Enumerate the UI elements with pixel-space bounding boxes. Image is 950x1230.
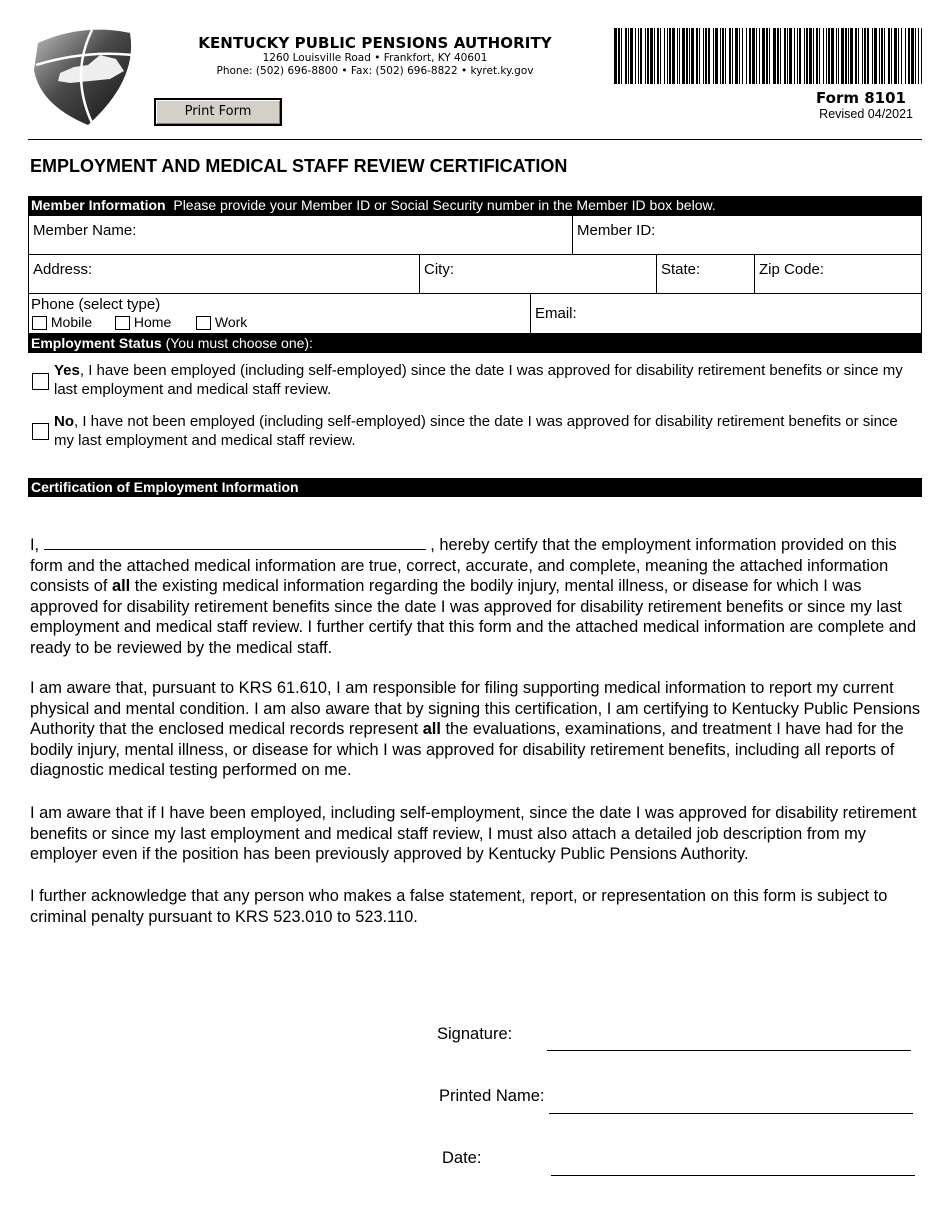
barcode-bar [664,28,665,84]
date-label: Date: [442,1149,482,1167]
employment-status-heading: Employment Status [31,335,162,351]
barcode-bar [794,28,795,84]
barcode-bar [891,28,892,84]
barcode-bar [699,28,700,84]
state-label: State: [661,261,701,278]
barcode-bar [628,28,629,84]
organization-block [170,34,580,78]
barcode-bar [872,28,873,84]
barcode-bar [828,28,830,84]
barcode-bar [647,28,649,84]
barcode-bar [677,28,678,84]
home-label: Home [133,314,172,330]
barcode-bar [888,28,890,84]
header-divider [28,139,922,140]
barcode-bar [759,28,760,84]
member-id-label: Member ID: [577,222,656,239]
signature-label: Signature: [437,1025,513,1043]
barcode-bar [667,28,668,84]
certification-p2-text-a: I am aware that, pursuant to KRS 61.610, I am responsible for filing supporting medical information to report my current physical and mental condition. I am also aware that by signing this certification, I am certifying to Kentucky Public Pensions Authority that the enclosed medical records represent [30,679,921,738]
barcode-bar [735,28,738,84]
signature-line[interactable] [547,1050,911,1051]
barcode-bar [722,28,724,84]
barcode-bar [732,28,733,84]
barcode-bar [713,28,714,84]
barcode-bar [703,28,704,84]
barcode-bar [809,28,812,84]
barcode-bar [618,28,620,84]
barcode-bar [691,28,694,84]
barcode-bar [799,28,801,84]
form-number: Form 8101 [816,89,906,107]
employment-no-option[interactable] [30,412,920,450]
barcode-bar [739,28,740,84]
member-info-instruction: Please provide your Member ID or Social Security number in the Member ID box below. [173,197,716,213]
email-field[interactable] [530,293,922,334]
barcode-bar [826,28,827,84]
printed-name-label: Printed Name: [439,1087,545,1105]
certifier-name-blank[interactable] [44,535,426,550]
barcode-bar [742,28,743,84]
barcode-bar [756,28,757,84]
yes-statement: , I have been employed (including self-employed) since the date I was approved for disability retirement benefits or since my last employment and medical staff review. [54,362,903,398]
email-label: Email: [535,305,577,322]
barcode-bar [879,28,880,84]
mobile-label: Mobile [50,314,93,330]
certification-i: I, [30,536,40,554]
certification-paragraph-1 [30,535,922,658]
city-field[interactable] [419,254,657,294]
barcode-bar [855,28,857,84]
barcode-bar [672,28,675,84]
certification-paragraph-4: I further acknowledge that any person who makes a false statement, report, or representation on this form is subject to criminal penalty pursuant to KRS 523.010 to 523.110. [30,887,888,926]
barcode-bar [823,28,824,84]
barcode-bar [911,28,914,84]
barcode-bar [894,28,897,84]
barcode-bar [752,28,755,84]
organization-contact: Phone: (502) 696-8800 • Fax: (502) 696-8822 • kyret.ky.gov [216,65,534,77]
barcode-bar [848,28,849,84]
member-info-heading: Member Information [31,197,166,213]
organization-address: 1260 Louisville Road • Frankfort, KY 40601 [262,52,488,64]
barcode-bar [901,28,902,84]
barcode-bar [884,28,885,84]
no-statement: , I have not been employed (including self-employed) since the date I was approved for disability retirement benefits or since my last employment and medical staff review. [54,413,898,449]
member-info-header [28,196,922,215]
barcode-bar [621,28,622,84]
certification-p2-text-b: the evaluations, examinations, and treatment I have had for the bodily injury, mental illness, or disease for which I was approved for disability retirement benefits, including all reports of diagnostic medical testing performed on me. [30,720,904,779]
barcode-bar [787,28,788,84]
barcode-bar [654,28,655,84]
employment-yes-option[interactable] [30,361,920,399]
certification-header [28,478,922,497]
barcode-bar [715,28,718,84]
printed-name-line[interactable] [549,1113,913,1114]
barcode-bar [769,28,770,84]
zip-code-label: Zip Code: [759,261,825,278]
organization-name: KENTUCKY PUBLIC PENSIONS AUTHORITY [198,34,552,52]
barcode-bar [816,28,818,84]
barcode-bar [650,28,653,84]
barcode-bar [862,28,863,84]
work-label: Work [214,314,248,330]
barcode-bar [850,28,853,84]
barcode-bar [746,28,747,84]
barcode-bar [630,28,633,84]
phone-label: Phone (select type) [31,296,161,313]
barcode-bar [679,28,680,84]
barcode-bar [780,28,781,84]
barcode-bar [905,28,906,84]
barcode-bar [806,28,808,84]
barcode-bar [657,28,659,84]
address-label: Address: [33,261,93,278]
member-id-field[interactable] [572,215,922,255]
barcode-bar [686,28,688,84]
yes-checkbox[interactable] [32,373,49,390]
barcode-bar [762,28,765,84]
barcode-bar [831,28,834,84]
barcode-bar [729,28,731,84]
date-line[interactable] [551,1175,915,1176]
mobile-checkbox[interactable] [32,316,47,330]
certification-p2-bold: all [422,720,441,738]
certification-paragraph-2 [30,678,922,781]
barcode-bar [841,28,844,84]
barcode-bar [614,28,617,84]
zip-code-field[interactable] [754,254,922,294]
barcode-bar [838,28,839,84]
city-label: City: [424,261,454,278]
barcode-bar [921,28,922,84]
state-field[interactable] [656,254,755,294]
barcode-bar [708,28,710,84]
barcode-bar [813,28,814,84]
work-checkbox[interactable] [196,316,211,330]
barcode-bar [689,28,690,84]
print-form-button[interactable]: Print Form [154,98,282,126]
barcode-bar [777,28,779,84]
phone-option-work[interactable] [196,314,247,330]
barcode-bar [874,28,877,84]
barcode-bar [918,28,919,84]
barcode-bar [804,28,805,84]
barcode-bar [797,28,798,84]
barcode-bar [682,28,685,84]
barcode-bar [908,28,910,84]
certification-p1-text-b: the existing medical information regarding the bodily injury, mental illness, or disease for which I was approved for disability retirement benefits since the date I was approved for disability retirement benefits or since my last employment and medical staff review. I further certify that this form and the attached medical information are complete and ready to be reviewed by the medical staff. [30,577,917,657]
barcode-bar [669,28,671,84]
barcode-bar [625,28,627,84]
revision-date: Revised 04/2021 [819,107,913,121]
certification-p1-text-a: , hereby certify that the employment information provided on this form and the attached medical information are true, correct, accurate, and complete, meaning the attached information consists of [30,536,897,595]
barcode-bar [696,28,698,84]
barcode-bar [898,28,899,84]
barcode-bar [773,28,776,84]
barcode-bar [867,28,869,84]
barcode-bar [819,28,820,84]
barcode-bar [881,28,883,84]
form-title: EMPLOYMENT AND MEDICAL STAFF REVIEW CERTIFICATION [30,156,568,176]
no-checkbox[interactable] [32,423,49,440]
barcode-bar [845,28,847,84]
barcode-bar [836,28,837,84]
kentucky-shield-logo [30,25,136,127]
home-checkbox[interactable] [115,316,130,330]
barcode-bar [640,28,642,84]
barcode-bar [789,28,792,84]
barcode-bar [784,28,786,84]
barcode-bar [766,28,768,84]
barcode-bar [705,28,707,84]
barcode-bar [725,28,726,84]
member-name-label: Member Name: [33,222,137,239]
employment-status-instruction: (You must choose one): [165,335,313,351]
phone-option-home[interactable] [115,314,171,330]
barcode-bar [858,28,859,84]
barcode [614,28,922,84]
barcode-bar [638,28,639,84]
yes-label: Yes [54,362,80,379]
barcode-bar [720,28,721,84]
barcode-bar [660,28,661,84]
barcode-bar [645,28,646,84]
phone-option-mobile[interactable] [32,314,92,330]
certification-heading: Certification of Employment Information [31,479,299,495]
certification-paragraph-3: I am aware that if I have been employed, including self-employment, since the date I was approved for disability retirement benefits or since my last employment and medical staff review, I must also attach a detailed job description from my employer even if the position has been previously approved by Kentucky Public Pensions Authority. [30,804,917,863]
no-label: No [54,413,74,430]
barcode-bar [864,28,866,84]
certification-p1-bold: all [112,577,131,595]
address-field[interactable] [28,254,420,294]
employment-status-header [28,334,922,353]
barcode-bar [915,28,916,84]
barcode-bar [749,28,751,84]
member-name-field[interactable] [28,215,573,255]
phone-field [28,293,531,334]
barcode-bar [635,28,636,84]
